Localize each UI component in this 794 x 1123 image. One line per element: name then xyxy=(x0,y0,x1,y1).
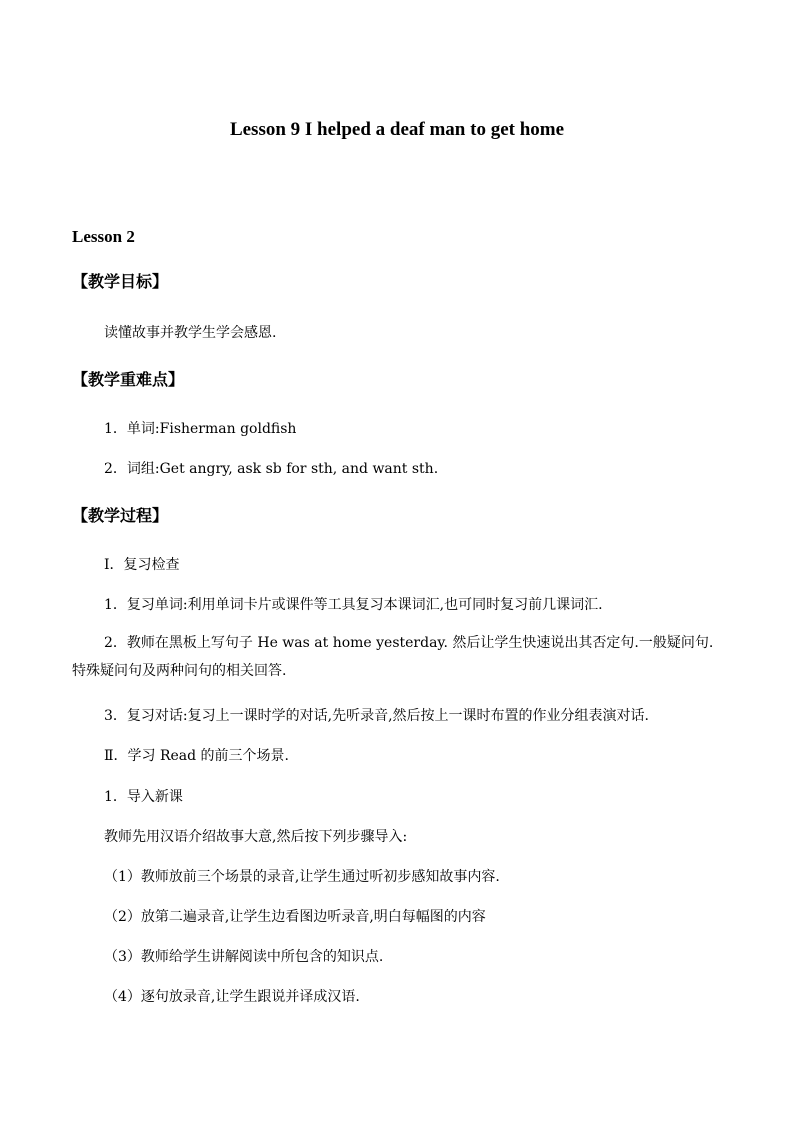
section-heading-goals: 【教学目标】 xyxy=(72,272,169,291)
lesson-label: Lesson 2 xyxy=(72,227,135,246)
process-line: 1．复习单词:利用单词卡片或课件等工具复习本课词汇,也可同时复习前几课词汇. xyxy=(104,597,603,613)
key-point-item: 1．单词:Fisherman goldfish xyxy=(104,421,297,437)
process-step: （4）逐句放录音,让学生跟说并译成汉语. xyxy=(104,989,360,1005)
document-title: Lesson 9 I helped a deaf man to get home xyxy=(229,119,565,140)
key-point-item: 2．词组:Get angry, ask sb for sth, and want sth. xyxy=(104,461,439,477)
goals-text: 读懂故事并教学生学会感恩. xyxy=(104,325,277,341)
section-heading-key-points: 【教学重难点】 xyxy=(72,370,185,389)
process-line: Ⅰ．复习检查 xyxy=(104,557,180,573)
process-line: Ⅱ．学习 Read 的前三个场景. xyxy=(104,748,290,764)
process-line: 教师先用汉语介绍故事大意,然后按下列步骤导入: xyxy=(104,829,408,845)
process-line: 1．导入新课 xyxy=(104,789,183,805)
process-step: （3）教师给学生讲解阅读中所包含的知识点. xyxy=(104,949,384,965)
section-heading-process: 【教学过程】 xyxy=(72,506,169,525)
process-paragraph: 2．教师在黑板上写句子 He was at home yesterday. 然后让学生快速说出其否定句.一般疑问句.特殊疑问句及两种问句的相关回答. xyxy=(72,635,714,679)
process-line: 3．复习对话:复习上一课时学的对话,先听录音,然后按上一课时布置的作业分组表演对话. xyxy=(104,708,649,724)
process-step: （1）教师放前三个场景的录音,让学生通过听初步感知故事内容. xyxy=(104,869,500,885)
process-step: （2）放第二遍录音,让学生边看图边听录音,明白每幅图的内容 xyxy=(104,909,486,925)
